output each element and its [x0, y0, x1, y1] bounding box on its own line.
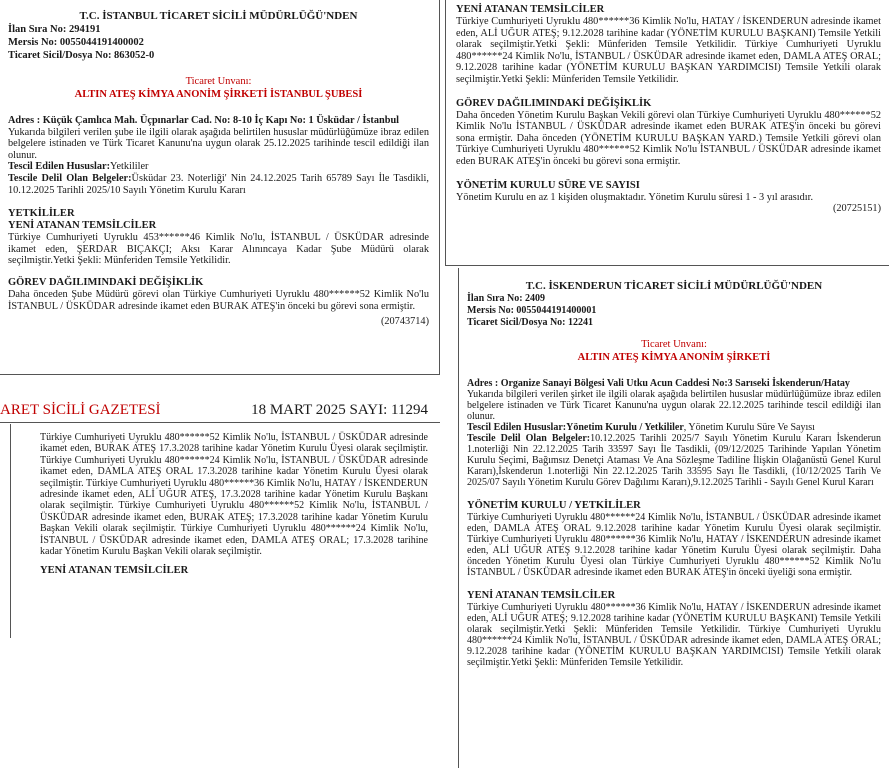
tescil-value: Yönetim Kurulu / Yetkililer [566, 422, 684, 433]
yeni-temsilciler-text: Türkiye Cumhuriyeti Uyruklu 480******36 Kimlik No'lu, HATAY / İSKENDERUN adresinde ikamet eden, ALİ UĞUR ATEŞ; 9.12.2028 tarihine kadar (YÖNETİM KURULU BAŞKANI) Temsile Yetkili olarak seçilmiştir.Yetki Şekli: Münferiden Temsile Yetkilidir. Türkiye Cumhuriyeti Uyruklu 480******24 Kimlik No'lu, İSTANBUL / ÜSKÜDAR adresinde ikamet eden, DAMLA ATEŞ ORAL; 9.12.2028 tarihine kadar (YÖNETİM KURULU BAŞKAN YARDIMCISI) Temsile Yetkili olarak seçilmiştir.Yetki Şekli: Münferiden Temsile Yetkilidir. [467, 602, 881, 668]
gorev-text: Daha önceden Yönetim Kurulu Başkan Vekili görevi olan Türkiye Cumhuriyeti Uyruklu 480******52 Kimlik No'lu İSTANBUL / ÜSKÜDAR adresinde ikamet eden BURAK ATEŞ'in önceki bu görevi sona ermiştir. Daha önceden (YÖNETİM KURULU BAŞKAN YARD.) Temsile Yetkili görevi olan Türkiye Cumhuriyeti Uyruklu 480******52 Kimlik No'lu İSTANBUL / ÜSKÜDAR adresinde ikamet eden BURAK ATEŞ'in önceki bu görevi sona ermiştir. [456, 109, 881, 167]
tescil-rest: , Yönetim Kurulu Süre Ve Sayısı [683, 422, 815, 433]
belge-line [467, 433, 881, 488]
intro-text: Yukarıda bilgileri verilen şirket ile ilgili olarak aşağıda belirtilen hususlar müdürlüğümüze ibraz edilen belgelere istinaden ve Türk Ticaret Kanunu'na uygun olarak 22.12.2025 tarihinde tescil edildiği ilan olunur. [467, 389, 881, 422]
reference-number: (20725151) [832, 203, 881, 215]
members-text: Türkiye Cumhuriyeti Uyruklu 480******52 Kimlik No'lu, İSTANBUL / ÜSKÜDAR adresinde ikamet eden, BURAK ATEŞ 17.3.2028 tarihine kadar Yönetim Kurulu Üyesi olarak seçilmiştir. Türkiye Cumhuriyeti Uyruklu 480******24 Kimlik No'lu, İSTANBUL / ÜSKÜDAR adresinde ikamet eden, DAMLA ATEŞ ORAL 17.3.2028 tarihine kadar Yönetim Kurulu Üyesi olarak seçilmiştir. Türkiye Cumhuriyeti Uyruklu 480******36 Kimlik No'lu, HATAY / İSKENDERUN adresinde ikamet eden, ALİ UĞUR ATEŞ, 17.3.2028 tarihine kadar Yönetim Kurulu Başkanı olarak seçilmiştir. Türkiye Cumhuriyeti Uyruklu 480******52 Kimlik No'lu, İSTANBUL / ÜSKÜDAR adresinde ikamet eden, BURAK ATEŞ; 17.3.2028 tarihine kadar Yönetim Kurulu Başkan Vekili olarak seçilmiştir. Türkiye Cumhuriyeti Uyruklu 480******24 Kimlik No'lu, İSTANBUL / ÜSKÜDAR adresinde ikamet eden, DAMLA ATEŞ ORAL; 17.3.2028 tarihine kadar Yönetim Kurulu Başkan Vekili olarak seçilmiştir. [40, 432, 428, 558]
reference-number: (20743714) [380, 316, 429, 328]
section-yeni-temsilciler: YENİ ATANAN TEMSİLCİLER [467, 590, 616, 601]
yeni-temsilciler-text: Türkiye Cumhuriyeti Uyruklu 480******36 Kimlik No'lu, HATAY / İSKENDERUN adresinde ikamet eden, ALİ UĞUR ATEŞ; 9.12.2028 tarihine kadar (YÖNETİM KURULU BAŞKANI) Temsile Yetkili olarak seçilmiştir.Yetki Şekli: Münferiden Temsile Yetkilidir. Türkiye Cumhuriyeti Uyruklu 480******24 Kimlik No'lu, İSTANBUL / ÜSKÜDAR adresinde ikamet eden, DAMLA ATEŞ ORAL; 9.12.2028 tarihine kadar (YÖNETİM KURULU BAŞKAN YARDIMCISI) Temsile Yetkili olarak seçilmiştir.Yetki Şekli: Münferiden Temsile Yetkilidir. [456, 16, 881, 85]
sicil-no: Ticaret Sicil/Dosya No: 863052-0 [8, 50, 155, 61]
belge-line [8, 173, 429, 196]
section-yk-sure: YÖNETİM KURULU SÜRE VE SAYISI [456, 179, 640, 191]
section-yeni-temsilciler: YENİ ATANAN TEMSİLCİLER [8, 220, 157, 232]
notice-header: T.C. İSKENDERUN TİCARET SİCİLİ MÜDÜRLÜĞÜ'NDEN [525, 280, 823, 292]
belge-label: Tescile Delil Olan Belgeler: [467, 433, 591, 444]
yeni-temsilciler-text: Türkiye Cumhuriyeti Uyruklu 453******46 Kimlik No'lu, İSTANBUL / ÜSKÜDAR adresinde ikamet eden, ŞERDAR BIÇAKÇI; Aksı Karar Alınıncaya Kadar Şube Müdürü olarak seçilmiştir.Yetki Şekli: Münferiden Temsile Yetkilidir. [8, 232, 429, 267]
company-title: ALTIN ATEŞ KİMYA ANONİM ŞİRKETİ İSTANBUL ŞUBESİ [74, 89, 363, 100]
address: Adres : Küçük Çamlıca Mah. Üçpınarlar Cad. No: 8-10 İç Kapı No: 1 Üsküdar / İstanbul [8, 115, 400, 126]
intro-text: Yukarıda bilgileri verilen şube ile ilgili olarak aşağıda belirtilen hususlar müdürlüğümüze ibraz edilen belgelere istinaden ve Türk Ticaret Kanunu'na uygun olarak 25.12.2025 tarihinde tescil edildiği ilan olunur. [8, 126, 429, 161]
gazette-date: 18 MART 2025 SAYI: 11294 [251, 402, 428, 418]
section-yetkililer: YETKİLİLER [8, 208, 75, 220]
yonetim-kurulu-text: Türkiye Cumhuriyeti Uyruklu 480******24 Kimlik No'lu, İSTANBUL / ÜSKÜDAR adresinde ikamet eden, DAMLA ATEŞ ORAL 9.12.2028 tarihine kadar Yönetim Kurulu Üyesi olarak seçilmiştir. Türkiye Cumhuriyeti Uyruklu 480******36 Kimlik No'lu, HATAY / İSKENDERUN adresinde ikamet eden, ALİ UĞUR ATEŞ 9.12.2028 tarihine kadar Yönetim Kurulu Üyesi olarak seçilmiştir. Daha önceden Yönetim Kurulu Üyesi olan Türkiye Cumhuriyeti Uyruklu 480******52 Kimlik No'lu İSTANBUL / ÜSKÜDAR adresinde ikamet eden BURAK ATEŞ'in önceki üyeliği sona ermiştir. [467, 512, 881, 578]
belge-value: Üsküdar 23. Noterliği' Nin 24.12.2025 Tarih 65789 Sayı İle Tasdikli, 10.12.2025 Tarihli 2025/10 Sayılı Yönetim Kurulu Kararı [8, 172, 429, 196]
company-title: ALTIN ATEŞ KİMYA ANONİM ŞİRKETİ [577, 352, 771, 363]
section-yeni-temsilciler: YENİ ATANAN TEMSİLCİLER [40, 565, 189, 577]
section-gorev-dagilimi: GÖREV DAĞILIMINDAKİ DEĞİŞİKLİK [8, 276, 204, 288]
address: Adres : Organize Sanayi Bölgesi Vali Utku Acun Caddesi No:3 Sarıseki İskenderun/Hatay [467, 378, 850, 389]
gorev-text: Daha önceden Şube Müdürü görevi olan Türkiye Cumhuriyeti Uyruklu 480******52 Kimlik No'lu İSTANBUL / ÜSKÜDAR adresinde ikamet eden BURAK ATEŞ'in önceki bu görevi sona ermiştir. [8, 288, 429, 312]
belge-value: 10.12.2025 Tarihli 2025/7 Sayılı Yönetim Kurulu Kararı İskenderun 1.noterliği Nin 22.12.2025 Tarih 33597 Sayı İle Tasdikli, (09/12/2025 Tarihinde Yapılan Yönetim Kurulu Seçimi, Bağımsız Denetçi Ataması Ve Ana Sözleşme Tadiline İlişkin Olağanüstü Genel Kurul Kararı),İskenderun 1.noterliği Nin 22.12.2025 Tarih 33595 Sayı İle Tasdikli, (10/12/2025 Tarih Ve 2025/07 Sayılı Yönetim Kurulu Görev Dağılımı Kararı),9.12.2025 Tarihli - Sayılı Genel Kurul Kararı [467, 433, 881, 488]
mersis-no: Mersis No: 0055044191400002 [8, 37, 144, 48]
unvan-label: Ticaret Unvanı: [185, 76, 252, 87]
belge-label: Tescile Delil Olan Belgeler: [8, 172, 132, 184]
tescil-label: Tescil Edilen Hususlar: [467, 422, 567, 433]
istanbul-notice [0, 0, 440, 375]
gazette-header [0, 396, 440, 423]
gazette-body [40, 432, 428, 577]
section-yeni-temsilciler: YENİ ATANAN TEMSİLCİLER [456, 4, 605, 15]
tescil-line [8, 161, 429, 173]
sure-text: Yönetim Kurulu en az 1 kişiden oluşmaktadır. Yönetim Kurulu süresi 1 - 3 yıl arasıdır. [456, 191, 814, 203]
sicil-no: Ticaret Sicil/Dosya No: 12241 [467, 317, 594, 328]
iskenderun-notice [458, 268, 889, 768]
section-gorev-dagilimi: GÖREV DAĞILIMINDAKİ DEĞİŞİKLİK [456, 97, 652, 109]
column-divider [0, 424, 11, 638]
notice-header: T.C. İSTANBUL TİCARET SİCİLİ MÜDÜRLÜĞÜ'NDEN [79, 10, 358, 22]
ilan-no: İlan Sıra No: 2409 [467, 293, 546, 304]
gazette-fragment [0, 396, 440, 638]
unvan-label: Ticaret Unvanı: [641, 339, 707, 350]
tescil-line [467, 422, 881, 433]
continuation-notice [445, 0, 889, 266]
tescil-label: Tescil Edilen Hususlar: [8, 161, 111, 173]
ilan-no: İlan Sıra No: 294191 [8, 24, 101, 35]
mersis-no: Mersis No: 0055044191400001 [467, 305, 597, 316]
section-yonetim-kurulu: YÖNETİM KURULU / YETKİLİLER [467, 500, 641, 511]
tescil-value: Yetkililer [110, 161, 149, 173]
gazette-name: ARET SİCİLİ GAZETESİ [0, 402, 161, 418]
